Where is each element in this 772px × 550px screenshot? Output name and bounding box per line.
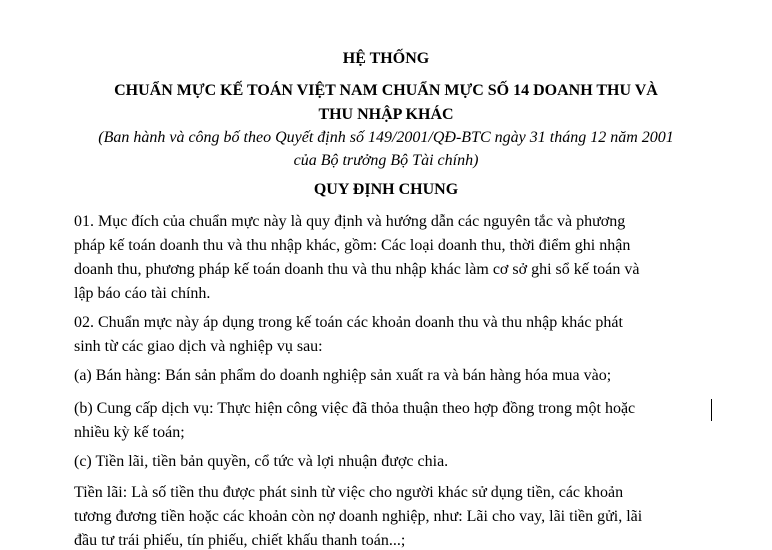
paragraph-line: (a) Bán hàng: Bán sản phẩm do doanh nghiệp sản xuất ra và bán hàng hóa mua vào;: [74, 367, 612, 384]
issuance-note-line-2: của Bộ trưởng Bộ Tài chính): [293, 152, 479, 169]
paragraph-line: Tiền lãi: Là số tiền thu được phát sinh từ việc cho người khác sử dụng tiền, các khoản: [74, 484, 624, 501]
issuance-note-line-1: (Ban hành và công bố theo Quyết định số 149/2001/QĐ-BTC ngày 31 tháng 12 năm 2001: [98, 129, 674, 146]
paragraph-interest: [74, 481, 714, 550]
paragraph-item-b: [74, 397, 714, 445]
document-subtitle-line-1: CHUẨN MỰC KẾ TOÁN VIỆT NAM CHUẨN MỰC SỐ 14 DOANH THU VÀ: [114, 82, 658, 99]
document-subtitle-line-2: THU NHẬP KHÁC: [318, 106, 454, 123]
paragraph-line: tương đương tiền hoặc các khoản còn nợ doanh nghiệp, như: Lãi cho vay, lãi tiền gửi, lãi: [74, 508, 643, 525]
paragraph-line: sinh từ các giao dịch và nghiệp vụ sau:: [74, 338, 323, 355]
paragraph-line: 02. Chuẩn mực này áp dụng trong kế toán các khoản doanh thu và thu nhập khác phát: [74, 314, 623, 331]
paragraph-line: pháp kế toán doanh thu và thu nhập khác, gồm: Các loại doanh thu, thời điểm ghi nhận: [74, 237, 631, 254]
paragraph-line: nhiều kỳ kế toán;: [74, 424, 185, 441]
paragraph-line: (b) Cung cấp dịch vụ: Thực hiện công việc đã thỏa thuận theo hợp đồng trong một hoặc: [74, 400, 636, 417]
paragraph-02: [74, 311, 714, 359]
paragraph-line: doanh thu, phương pháp kế toán doanh thu và thu nhập khác làm cơ sở ghi sổ kế toán và: [74, 261, 640, 278]
paragraph-item-c: [74, 450, 714, 474]
paragraph-line: 01. Mục đích của chuẩn mực này là quy định và hướng dẫn các nguyên tắc và phương: [74, 213, 626, 230]
paragraph-item-a: [74, 364, 714, 388]
section-heading: QUY ĐỊNH CHUNG: [313, 181, 459, 198]
paragraph-line: đầu tư trái phiếu, tín phiếu, chiết khấu thanh toán...;: [74, 532, 406, 549]
paragraph-line: lập báo cáo tài chính.: [74, 285, 211, 302]
document-title: HỆ THỐNG: [342, 50, 430, 67]
paragraph-01: [74, 210, 714, 306]
paragraph-line: (c) Tiền lãi, tiền bản quyền, cổ tức và lợi nhuận được chia.: [74, 453, 449, 470]
text-cursor: [711, 399, 712, 421]
